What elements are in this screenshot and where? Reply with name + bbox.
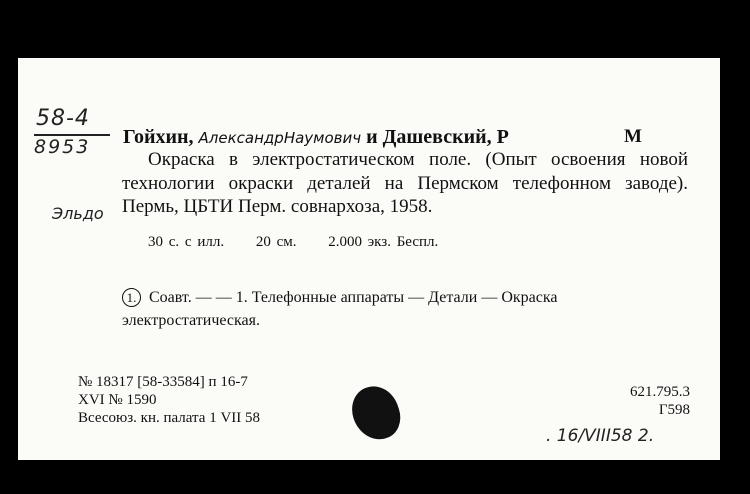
tracing-number: 1. [122,288,141,307]
author-surname: Гойхин, [123,126,194,148]
coauthor: и Дашевский, Р [366,126,509,148]
collation-pages: 30 с. с илл. [148,234,225,250]
author-heading [123,126,509,149]
registry-line-3: Всесоюз. кн. палата 1 VII 58 [78,410,261,426]
mark-letter: М [624,126,642,147]
tracing [122,286,688,332]
handwritten-note: Эльдо [52,204,104,223]
registry-line-1: № 18317 [58-33584] п 16-7 [78,374,248,390]
title-text: Окраска в электростатическом поле. (Опыт освоения новой технологии окраски деталей на Пермском телефонном заводе). Пермь, ЦБТИ Перм. совнархоза, 1958. [122,149,688,217]
call-number-top: 58-4 [36,106,90,131]
collation-size: 20 см. [255,234,297,250]
cutter-number: Г598 [658,402,690,418]
author-handwritten-name: АлександрНаумович [198,129,362,147]
registry-line-2: XVI № 1590 [78,392,157,408]
call-number-bottom: 8953 [34,136,91,158]
title-block [122,148,688,219]
catalog-card [18,58,720,460]
collation [148,234,464,251]
collation-copies: 2.000 экз. Беспл. [328,234,439,250]
shelf-note: . 16/VIII58 2. [546,426,655,446]
tracing-text: Соавт. — — 1. Телефонные аппараты — Детали — Окраска электростатическая. [122,289,558,329]
classification-number: 621.795.3 [630,384,690,400]
ink-blot [346,380,406,446]
